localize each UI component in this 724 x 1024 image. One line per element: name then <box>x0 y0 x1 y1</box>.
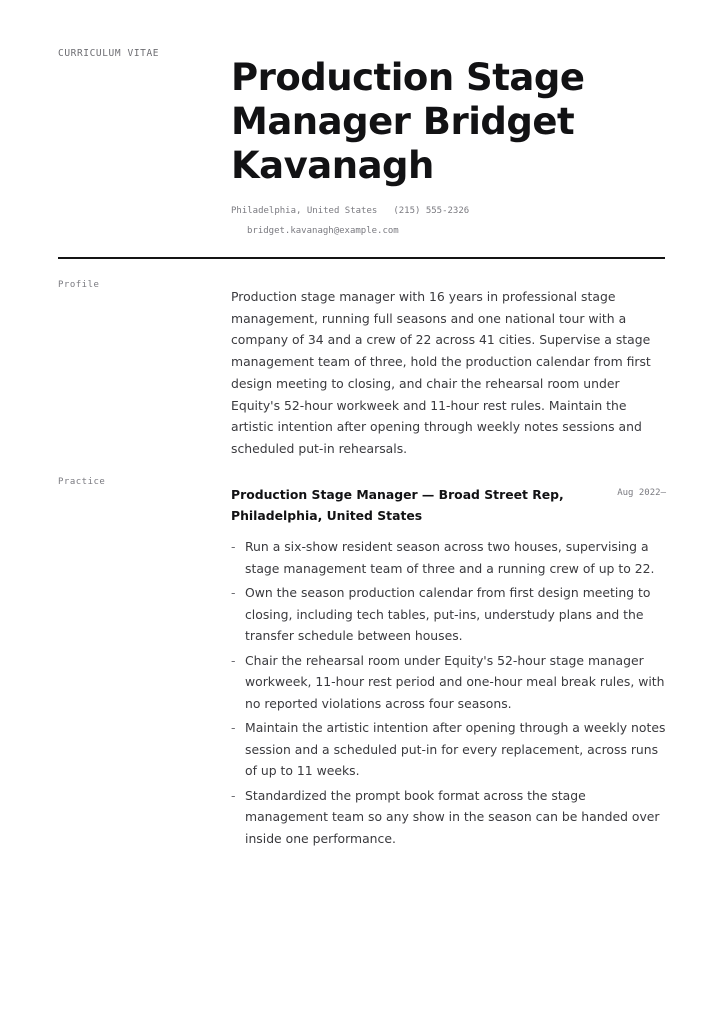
page-title: Production Stage Manager Bridget Kavanagh <box>231 56 585 187</box>
header-divider <box>58 257 665 259</box>
job-bullets <box>231 536 666 849</box>
list-item: - Maintain the artistic intention after opening through a weekly notes session and a scheduled put-in for every replacement, across runs of up to 11 weeks. <box>231 717 666 782</box>
job-header <box>231 484 666 526</box>
contact-phone: (215) 555-2326 <box>393 206 470 216</box>
bullet-marker: - <box>231 539 236 554</box>
contact-email: bridget.kavanagh@example.com <box>247 226 399 236</box>
job-entry <box>231 484 666 852</box>
list-item: - Chair the rehearsal room under Equity's 52-hour stage manager workweek, 11-hour rest period and one-hour meal break rules, with no reported violations across four seasons. <box>231 650 666 715</box>
bullet-marker: - <box>231 585 236 600</box>
list-item: - Run a six-show resident season across two houses, supervising a stage management team of three and a running crew of up to 22. <box>231 536 666 579</box>
bullet-marker: - <box>231 787 236 803</box>
list-item: - Own the season production calendar from first design meeting to closing, including tech tables, put-ins, understudy plans and the transfer schedule between houses. <box>231 582 666 647</box>
bullet-marker: - <box>231 652 236 668</box>
bullet-marker: - <box>231 720 236 735</box>
contact-info <box>231 201 531 241</box>
document-kicker: CURRICULUM VITAE <box>58 48 160 59</box>
job-title: Production Stage Manager — Broad Street Rep, Philadelphia, United States <box>231 487 564 523</box>
section-label-practice: Practice <box>58 477 106 487</box>
contact-location: Philadelphia, United States <box>231 206 378 216</box>
section-label-profile: Profile <box>58 280 100 290</box>
profile-summary: Production stage manager with 16 years in professional stage management, running full seasons and one national tour with a company of 34 and a crew of 22 across 41 cities. Supervise a stage management team of three, hold the production calendar from first design meeting to closing, and chair the rehearsal room under Equity's 52-hour workweek and 11-hour rest rules. Maintain the artistic intention after opening through weekly notes sessions and scheduled put-in rehearsals. <box>231 289 651 456</box>
list-item: - Standardized the prompt book format across the stage management team so any show in the season can be handed over inside one performance. <box>231 785 666 850</box>
job-date: Aug 2022– <box>617 488 666 498</box>
